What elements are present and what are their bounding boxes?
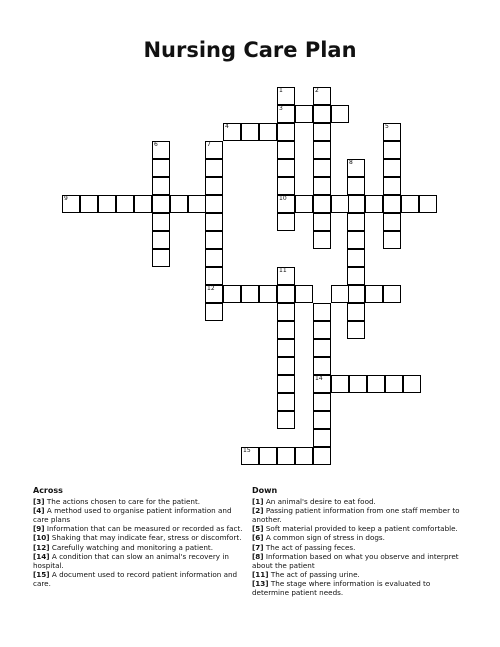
grid-cell[interactable]	[152, 159, 170, 177]
grid-cell[interactable]	[313, 177, 331, 195]
grid-cell[interactable]	[295, 105, 313, 123]
clue-number: 8	[349, 159, 353, 166]
grid-cell[interactable]	[331, 285, 349, 303]
grid-cell[interactable]	[277, 393, 295, 411]
grid-cell[interactable]	[313, 105, 331, 123]
clue-number: 1	[279, 87, 283, 94]
grid-cell[interactable]	[152, 249, 170, 267]
grid-cell[interactable]	[347, 159, 365, 177]
grid-cell[interactable]	[205, 159, 223, 177]
grid-cell[interactable]	[367, 375, 385, 393]
clue-down-13: [13] The stage where information is evaluated to determine patient needs.	[252, 578, 431, 598]
grid-cell[interactable]	[295, 195, 313, 213]
grid-cell[interactable]	[313, 195, 331, 213]
grid-cell[interactable]	[241, 285, 259, 303]
grid-cell[interactable]	[347, 285, 365, 303]
clue-down-7: [7] The act of passing feces.	[252, 542, 356, 552]
grid-cell[interactable]	[313, 339, 331, 357]
grid-cell[interactable]	[295, 285, 313, 303]
grid-cell[interactable]	[347, 267, 365, 285]
clue-number: 2	[315, 87, 319, 94]
grid-cell[interactable]	[383, 123, 401, 141]
grid-cell[interactable]	[205, 303, 223, 321]
grid-cell[interactable]	[365, 195, 383, 213]
grid-cell[interactable]	[331, 195, 349, 213]
grid-cell[interactable]	[188, 195, 206, 213]
clue-number: 9	[64, 195, 68, 202]
grid-cell[interactable]	[347, 231, 365, 249]
clue-across-12: [12] Carefully watching and monitoring a patient.	[33, 542, 214, 552]
grid-cell[interactable]	[98, 195, 116, 213]
grid-cell[interactable]	[313, 159, 331, 177]
grid-cell[interactable]	[277, 339, 295, 357]
down-list	[252, 497, 467, 597]
grid-cell[interactable]	[205, 231, 223, 249]
grid-cell[interactable]	[277, 285, 295, 303]
grid-cell[interactable]	[383, 195, 401, 213]
grid-cell[interactable]	[277, 303, 295, 321]
grid-cell[interactable]	[383, 231, 401, 249]
grid-cell[interactable]	[241, 447, 259, 465]
grid-cell[interactable]	[152, 177, 170, 195]
clue-number: 7	[207, 141, 211, 148]
grid-cell[interactable]	[205, 141, 223, 159]
grid-cell[interactable]	[313, 357, 331, 375]
grid-cell[interactable]	[401, 195, 419, 213]
clue-across-15: [15] A document used to record patient information and care.	[33, 569, 238, 588]
grid-cell[interactable]	[277, 213, 295, 231]
grid-cell[interactable]	[134, 195, 152, 213]
grid-cell[interactable]	[383, 213, 401, 231]
grid-cell[interactable]	[277, 447, 295, 465]
grid-cell[interactable]	[205, 267, 223, 285]
grid-cell[interactable]	[313, 87, 331, 105]
grid-cell[interactable]	[116, 195, 134, 213]
clue-down-6: [6] A common sign of stress in dogs.	[252, 533, 385, 543]
grid-cell[interactable]	[383, 177, 401, 195]
grid-cell[interactable]	[205, 195, 223, 213]
grid-cell[interactable]	[313, 303, 331, 321]
clue-number: 14	[315, 375, 323, 382]
clue-across-4: [4] A method used to organise patient information and care plans	[33, 506, 232, 525]
grid-cell[interactable]	[259, 447, 277, 465]
grid-cell[interactable]	[277, 375, 295, 393]
clue-across-14: [14] A condition that can slow an animal's recovery in hospital.	[33, 551, 229, 570]
grid-cell[interactable]	[403, 375, 421, 393]
grid-cell[interactable]	[277, 357, 295, 375]
grid-cell[interactable]	[277, 141, 295, 159]
clue-number: 15	[243, 447, 251, 454]
grid-cell[interactable]	[313, 141, 331, 159]
down-heading: Down	[252, 486, 278, 495]
grid-cell[interactable]	[205, 285, 223, 303]
grid-cell[interactable]	[313, 447, 331, 465]
clue-across-3: [3] The actions chosen to care for the patient.	[33, 497, 201, 507]
grid-cell[interactable]	[259, 285, 277, 303]
grid-cell[interactable]	[205, 213, 223, 231]
grid-cell[interactable]	[62, 195, 80, 213]
grid-cell[interactable]	[277, 195, 295, 213]
grid-cell[interactable]	[383, 141, 401, 159]
grid-cell[interactable]	[419, 195, 437, 213]
grid-cell[interactable]	[347, 213, 365, 231]
grid-cell[interactable]	[277, 267, 295, 285]
page-title: Nursing Care Plan	[143, 38, 357, 62]
clue-number: 12	[207, 285, 215, 292]
grid-cell[interactable]	[313, 231, 331, 249]
clue-number: 4	[225, 123, 229, 130]
grid-cell[interactable]	[152, 213, 170, 231]
grid-cell[interactable]	[331, 375, 349, 393]
grid-cell[interactable]	[205, 249, 223, 267]
clue-number: 6	[154, 141, 158, 148]
grid-cell[interactable]	[313, 393, 331, 411]
grid-cell[interactable]	[277, 87, 295, 105]
grid-cell[interactable]	[365, 285, 383, 303]
grid-cell[interactable]	[277, 411, 295, 429]
grid-cell[interactable]	[277, 105, 295, 123]
across-heading: Across	[33, 486, 63, 495]
clue-down-5: [5] Soft material provided to keep a patient comfortable.	[252, 524, 458, 534]
grid-cell[interactable]	[313, 375, 331, 393]
grid-cell[interactable]	[313, 429, 331, 447]
grid-cell[interactable]	[241, 123, 259, 141]
grid-cell[interactable]	[313, 123, 331, 141]
grid-cell[interactable]	[277, 321, 295, 339]
grid-cell[interactable]	[277, 177, 295, 195]
grid-cell[interactable]	[313, 213, 331, 231]
clue-across-9: [9] Information that can be measured or recorded as fact.	[33, 524, 243, 534]
grid-cell[interactable]	[223, 123, 241, 141]
clue-down-2: [2] Passing patient information from one staff member to another.	[252, 506, 460, 525]
grid-cell[interactable]	[152, 195, 170, 213]
grid-cell[interactable]	[277, 123, 295, 141]
clue-number: 3	[279, 105, 283, 112]
down-clues	[252, 486, 467, 597]
grid-cell[interactable]	[223, 285, 241, 303]
grid-cell[interactable]	[347, 249, 365, 267]
grid-cell[interactable]	[347, 195, 365, 213]
grid-cell[interactable]	[80, 195, 98, 213]
clue-down-1: [1] An animal's desire to eat food.	[252, 497, 376, 507]
grid-cell[interactable]	[295, 447, 313, 465]
clue-number: 10	[279, 195, 287, 202]
grid-cell[interactable]	[170, 195, 188, 213]
clue-across-10: [10] Shaking that may indicate fear, stress or discomfort.	[33, 533, 242, 543]
grid-cell[interactable]	[347, 177, 365, 195]
clue-down-8: [8] Information based on what you observe and interpret about the patient	[252, 551, 459, 570]
clue-number: 5	[385, 123, 389, 130]
grid-cell[interactable]	[347, 321, 365, 339]
grid-cell[interactable]	[259, 123, 277, 141]
grid-cell[interactable]	[349, 375, 367, 393]
grid-cell[interactable]	[347, 303, 365, 321]
across-clues	[33, 486, 246, 588]
grid-cell[interactable]	[205, 177, 223, 195]
grid-cell[interactable]	[383, 285, 401, 303]
clue-number: 11	[279, 267, 287, 274]
grid-cell[interactable]	[152, 141, 170, 159]
grid-cell[interactable]	[152, 231, 170, 249]
grid-cell[interactable]	[313, 321, 331, 339]
grid-cell[interactable]	[313, 411, 331, 429]
grid-cell[interactable]	[383, 159, 401, 177]
clue-down-11: [11] The act of passing urine.	[252, 569, 360, 579]
grid-cell[interactable]	[385, 375, 403, 393]
across-list	[33, 497, 246, 588]
grid-cell[interactable]	[331, 105, 349, 123]
grid-cell[interactable]	[277, 159, 295, 177]
